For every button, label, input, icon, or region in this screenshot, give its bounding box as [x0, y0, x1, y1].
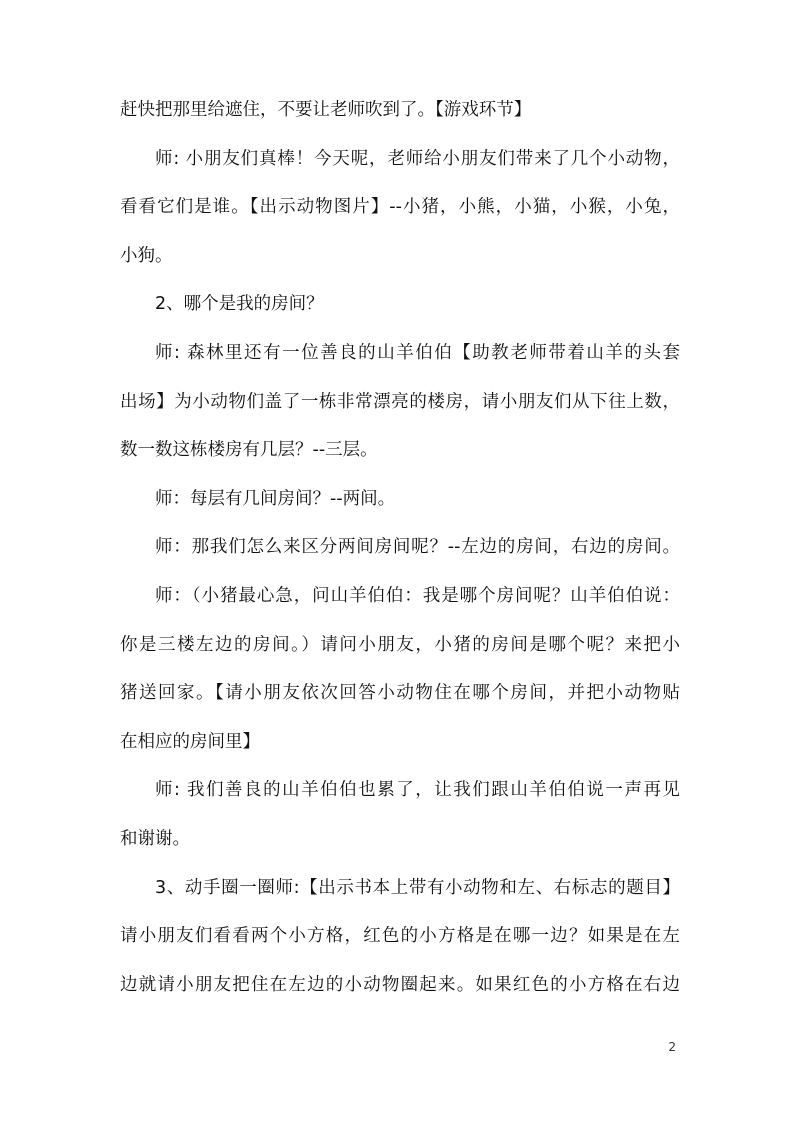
text-line-15: 师: 我们善良的山羊伯伯也累了，让我们跟山羊伯伯说一声再见: [155, 780, 680, 801]
text-line-7: 出场】为小动物们盖了一栋非常漂亮的楼房，请小朋友们从下往上数，: [120, 391, 680, 412]
text-line-1: 赶快把那里给遮住，不要让老师吹到了。【游戏环节】: [120, 100, 532, 120]
section-heading-3: 3、动手圈一圈师:【出示书本上带有小动物和左、右标志的题目】: [155, 877, 680, 898]
page-number: 2: [668, 1040, 676, 1054]
text-line-4: 小狗。: [120, 245, 173, 266]
text-line-18: 请小朋友们看看两个小方格，红色的小方格是在哪一边？如果是在左: [120, 926, 680, 947]
text-line-16: 和谢谢。: [120, 828, 190, 849]
text-line-11: 师：（小猪最心急，问山羊伯伯：我是哪个房间呢？山羊伯伯说：: [155, 585, 680, 606]
text-line-9: 师：每层有几间房间？--两间。: [155, 488, 396, 509]
text-line-14: 在相应的房间里】: [120, 731, 260, 752]
text-line-6: 师: 森林里还有一位善良的山羊伯伯【助教老师带着山羊的头套: [155, 342, 680, 363]
document-body: [120, 86, 680, 1009]
text-line-8: 数一数这栋楼房有几层？--三层。: [120, 440, 378, 461]
text-line-10: 师：那我们怎么来区分两间房间呢？--左边的房间，右边的房间。: [155, 537, 680, 558]
text-line-13: 猪送回家。【请小朋友依次回答小动物住在哪个房间，并把小动物贴: [120, 683, 680, 704]
section-heading-2: 2、哪个是我的房间？: [155, 294, 324, 315]
text-line-12: 你是三楼左边的房间。）请问小朋友，小猪的房间是哪个呢？来把小: [120, 634, 680, 655]
text-line-2: 师: 小朋友们真棒！今天呢，老师给小朋友们带来了几个小动物，: [155, 148, 680, 169]
text-line-19: 边就请小朋友把住在左边的小动物圈起来。如果红色的小方格在右边: [120, 974, 680, 995]
text-line-3: 看看它们是谁。【出示动物图片】--小猪，小熊，小猫，小猴，小兔，: [120, 197, 680, 218]
